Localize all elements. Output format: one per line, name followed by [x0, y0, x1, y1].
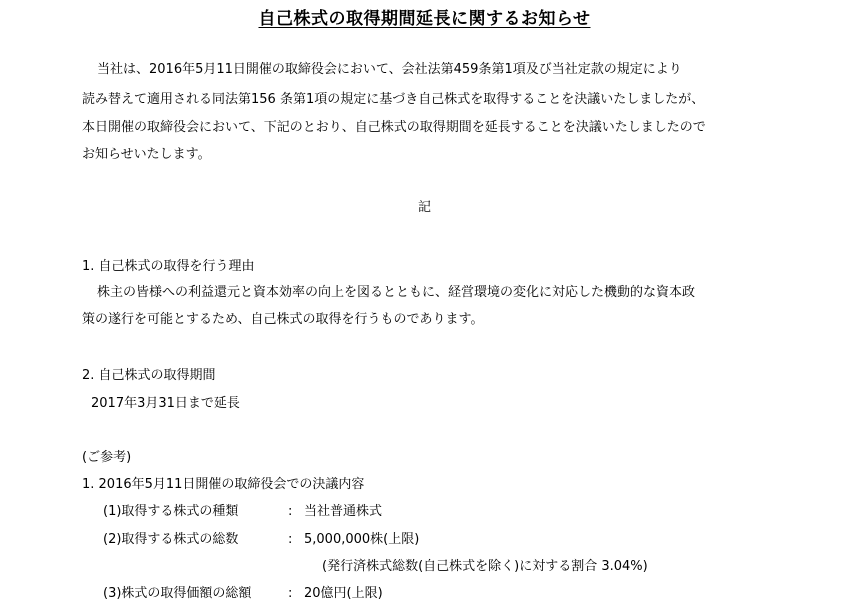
reference-item-value: 20億円(上限): [304, 586, 383, 601]
intro-line-4: お知らせいたします。: [82, 147, 211, 162]
reference-item-label: (3)株式の取得価額の総額: [103, 586, 252, 601]
section1-body-line-2: 策の遂行を可能とするため、自己株式の取得を行うものであります。: [82, 312, 484, 327]
reference-item-value: 当社普通株式: [304, 504, 383, 519]
reference-item-separator: :: [288, 504, 293, 519]
section2-heading: 2. 自己株式の取得期間: [82, 368, 216, 383]
intro-line-3: 本日開催の取締役会において、下記のとおり、自己株式の取得期間を延長することを決議いたしましたので: [82, 120, 706, 135]
intro-line-2: 読み替えて適用される同法第156 条第1項の規定に基づき自己株式を取得することを決議いたしましたが、: [82, 92, 705, 107]
reference-item-separator: :: [288, 586, 293, 601]
section1-body-line-1: 株主の皆様への利益還元と資本効率の向上を図るとともに、経営環境の変化に対応した機動的な資本政: [97, 285, 696, 300]
reference-item-label: (2)取得する株式の総数: [103, 532, 239, 547]
section1-heading: 1. 自己株式の取得を行う理由: [82, 259, 255, 274]
ki-heading: 記: [417, 200, 431, 215]
reference-item-value: 5,000,000株(上限): [304, 532, 420, 547]
reference-ratio-note: (発行済株式総数(自己株式を除く)に対する割合 3.04%): [322, 559, 648, 574]
reference-heading: 1. 2016年5月11日開催の取締役会での決議内容: [82, 477, 365, 492]
intro-line-1: 当社は、2016年5月11日開催の取締役会において、会社法第459条第1項及び当社定款の規定により: [97, 62, 682, 77]
reference-label: (ご参考): [82, 450, 132, 465]
reference-item-separator: :: [288, 532, 293, 547]
document-title: 自己株式の取得期間延長に関するお知らせ: [258, 9, 591, 29]
reference-item-label: (1)取得する株式の種類: [103, 504, 239, 519]
section2-body: 2017年3月31日まで延長: [91, 396, 240, 411]
